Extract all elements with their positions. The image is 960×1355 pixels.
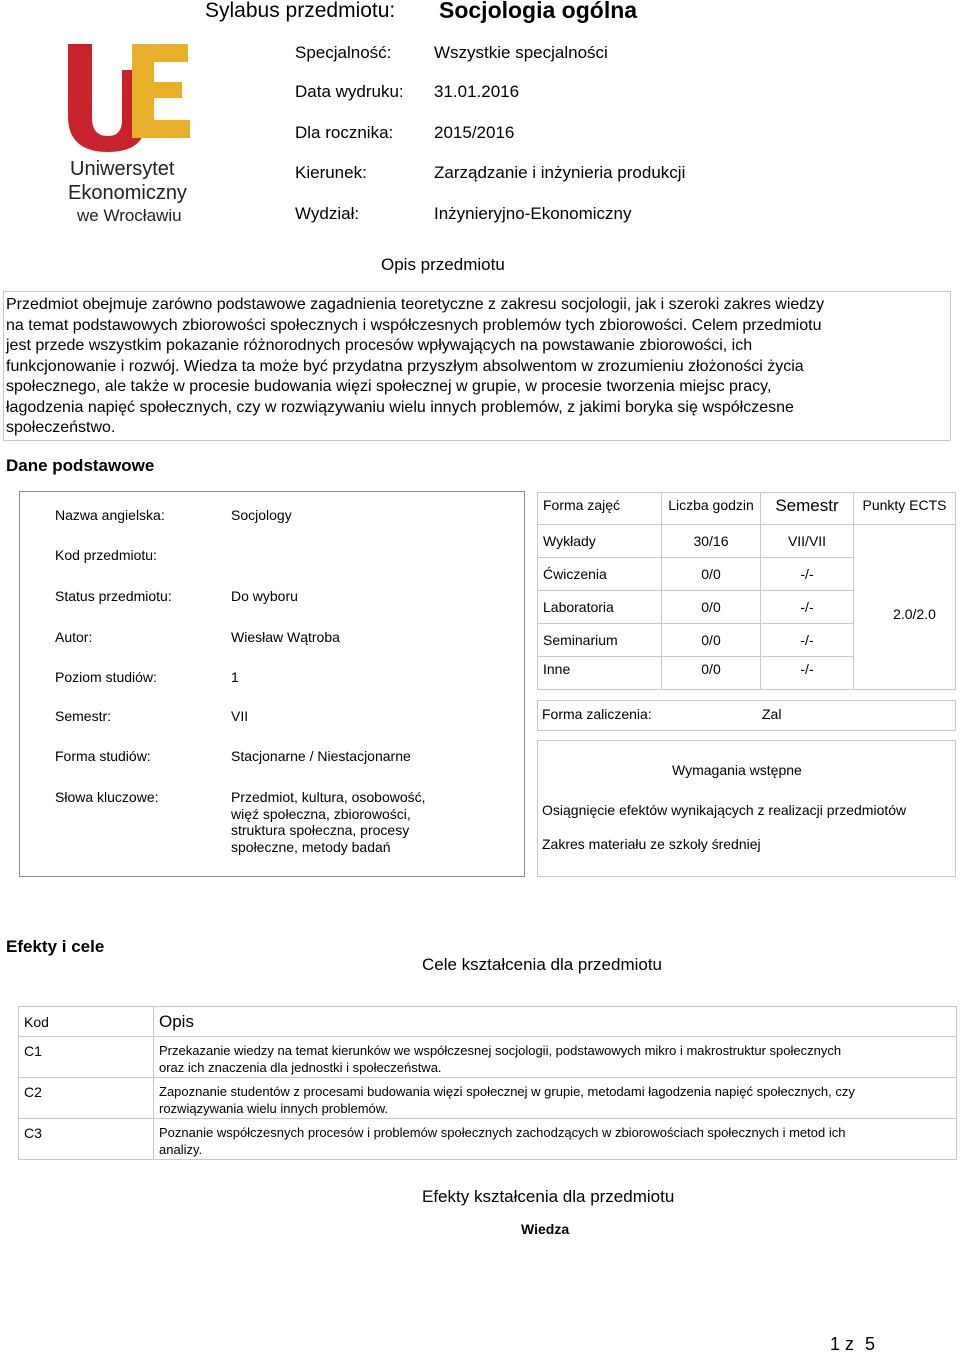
keywords-line: struktura społeczna, procesy	[231, 822, 410, 838]
description-line: jest przede wszystkim pokazanie różnorodnych procesów wpływających na powstawanie zbiorowości, ich	[6, 337, 753, 354]
goals-header-desc: Opis	[154, 1007, 957, 1037]
classes-header-hours: Liczba godzin	[662, 493, 761, 525]
goal-desc	[154, 1037, 957, 1078]
basic-label: Status przedmiotu:	[55, 588, 172, 604]
keywords-value	[231, 789, 426, 855]
classes-form: Wykłady	[538, 525, 662, 558]
field-label-kierunek: Kierunek:	[295, 163, 367, 182]
basic-value: Socjology	[231, 507, 292, 523]
requirement-item: Zakres materiału ze szkoły średniej	[542, 836, 761, 852]
keywords-line: Przedmiot, kultura, osobowość,	[231, 789, 426, 805]
basic-value: Wiesław Wątroba	[231, 629, 340, 645]
description-line: na temat podstawowych zbiorowości społecznych i współczesnych problemów tych zbiorowości. Celem przedmiotu	[6, 316, 822, 334]
goal-code: C1	[19, 1037, 154, 1078]
basic-value: Stacjonarne / Niestacjonarne	[231, 748, 411, 764]
effects-heading: Efekty kształcenia dla przedmiotu	[422, 1187, 675, 1206]
course-title: Socjologia ogólna	[439, 0, 638, 23]
field-value-data: 31.01.2016	[434, 82, 520, 101]
description-line: funkcjonowanie i rozwój. Wiedza ta może być przydatna przyszłym absolwentom w zrozumieniu złożoności życia	[6, 357, 804, 375]
basic-label: Nazwa angielska:	[55, 507, 165, 523]
logo-line-2: Ekonomiczny	[68, 182, 187, 204]
basic-label: Autor:	[55, 629, 93, 645]
description-text	[6, 295, 824, 439]
classes-hours: 30/16	[662, 525, 761, 558]
goal-code: C2	[19, 1078, 154, 1119]
field-value-rocznik: 2015/2016	[434, 123, 515, 142]
classes-ects: 2.0/2.0	[854, 525, 956, 690]
goal-desc-line: analizy.	[159, 1141, 203, 1157]
keywords-line: więź społeczna, zbiorowości,	[231, 805, 411, 822]
basic-data-heading: Dane podstawowe	[6, 456, 155, 475]
page-total: 5	[865, 1334, 876, 1354]
goal-desc-line: rozwiązywania wielu innych problemów.	[159, 1100, 389, 1116]
pass-form-value: Zal	[762, 706, 782, 722]
classes-form: Laboratoria	[538, 591, 662, 624]
basic-value: Do wyboru	[231, 588, 298, 604]
field-label-specjalnosc: Specjalność:	[295, 43, 392, 62]
classes-semester: -/-	[761, 624, 854, 657]
classes-semester: -/-	[761, 657, 854, 690]
classes-header-ects: Punkty ECTS	[854, 493, 956, 525]
classes-semester: -/-	[761, 558, 854, 591]
classes-hours: 0/0	[662, 558, 761, 591]
classes-form: Seminarium	[538, 624, 662, 657]
goals-table	[18, 1006, 957, 1160]
goal-desc-line: Poznanie współczesnych procesów i problemów społecznych zachodzących w zbiorowościach społecznych i metod ich	[159, 1125, 846, 1140]
basic-label: Poziom studiów:	[55, 669, 157, 685]
keywords-label: Słowa kluczowe:	[55, 789, 159, 805]
goal-desc-line: Zapoznanie studentów z procesami budowania więzi społecznej w grupie, metodami łagodzenia napięć społecznych, czy	[159, 1084, 855, 1099]
description-line: społecznego, ale także w procesie budowania więzi społecznej w grupie, w procesie tworzenia miejsc pracy,	[6, 378, 772, 395]
university-logo	[62, 40, 197, 230]
logo-line-1: Uniwersytet	[70, 158, 175, 180]
basic-label: Forma studiów:	[55, 748, 151, 764]
goal-desc-line: Przekazanie wiedzy na temat kierunków we współczesnej socjologii, podstawowych mikro i makrostruktur społecznych	[159, 1043, 842, 1058]
goals-heading: Cele kształcenia dla przedmiotu	[422, 955, 663, 974]
description-line: Przedmiot obejmuje zarówno podstawowe zagadnienia teoretyczne z zakresu socjologii, jak i szeroki zakres wiedzy	[6, 296, 825, 313]
basic-value: 1	[231, 669, 239, 685]
field-value-kierunek: Zarządzanie i inżynieria produkcji	[434, 163, 686, 182]
logo-line-3: we Wrocławiu	[77, 206, 182, 225]
classes-semester: -/-	[761, 591, 854, 624]
syllabus-label: Sylabus przedmiotu:	[205, 0, 396, 22]
goal-desc	[154, 1119, 957, 1160]
classes-form: Ćwiczenia	[538, 558, 662, 591]
basic-label: Semestr:	[55, 708, 112, 724]
requirements-heading: Wymagania wstępne	[672, 762, 802, 778]
classes-header-form: Forma zajęć	[538, 493, 662, 525]
ue-logo-mark	[62, 40, 197, 155]
classes-semester: VII/VII	[761, 525, 854, 558]
description-line: łagodzenia napięć społecznych, czy w rozwiązywaniu wielu innych problemów, z jakimi boryka się współczesne	[6, 398, 794, 416]
goal-code: C3	[19, 1119, 154, 1160]
requirement-item: Osiągnięcie efektów wynikających z realizacji przedmiotów	[542, 802, 907, 818]
effects-subheading: Wiedza	[521, 1221, 570, 1237]
basic-label: Kod przedmiotu:	[55, 547, 157, 563]
table-row	[19, 1078, 957, 1119]
field-label-data: Data wydruku:	[295, 82, 404, 101]
classes-hours: 0/0	[662, 591, 761, 624]
goals-header-code: Kod	[19, 1007, 154, 1037]
page-sep: z	[845, 1334, 855, 1354]
field-label-wydzial: Wydział:	[295, 204, 360, 223]
goal-desc-line: oraz ich znaczenia dla jednostki i społeczeństwa.	[159, 1059, 442, 1075]
classes-hours: 0/0	[662, 624, 761, 657]
goal-desc	[154, 1078, 957, 1119]
basic-value: VII	[231, 708, 249, 724]
keywords-line: społeczne, metody badań	[231, 838, 391, 855]
description-line: społeczeństwo.	[6, 419, 116, 436]
table-row	[19, 1037, 957, 1078]
field-value-specjalnosc: Wszystkie specjalności	[434, 43, 608, 62]
page-current: 1	[830, 1334, 841, 1354]
goals-section-heading: Efekty i cele	[6, 937, 105, 956]
pass-form-label: Forma zaliczenia:	[542, 706, 652, 722]
classes-table	[537, 492, 956, 690]
classes-form: Inne	[538, 657, 662, 690]
field-value-wydzial: Inżynieryjno-Ekonomiczny	[434, 204, 632, 223]
description-heading: Opis przedmiotu	[381, 255, 505, 274]
classes-header-semester: Semestr	[761, 493, 854, 525]
classes-hours: 0/0	[662, 657, 761, 690]
table-row	[19, 1119, 957, 1160]
field-label-rocznik: Dla rocznika:	[295, 123, 394, 142]
